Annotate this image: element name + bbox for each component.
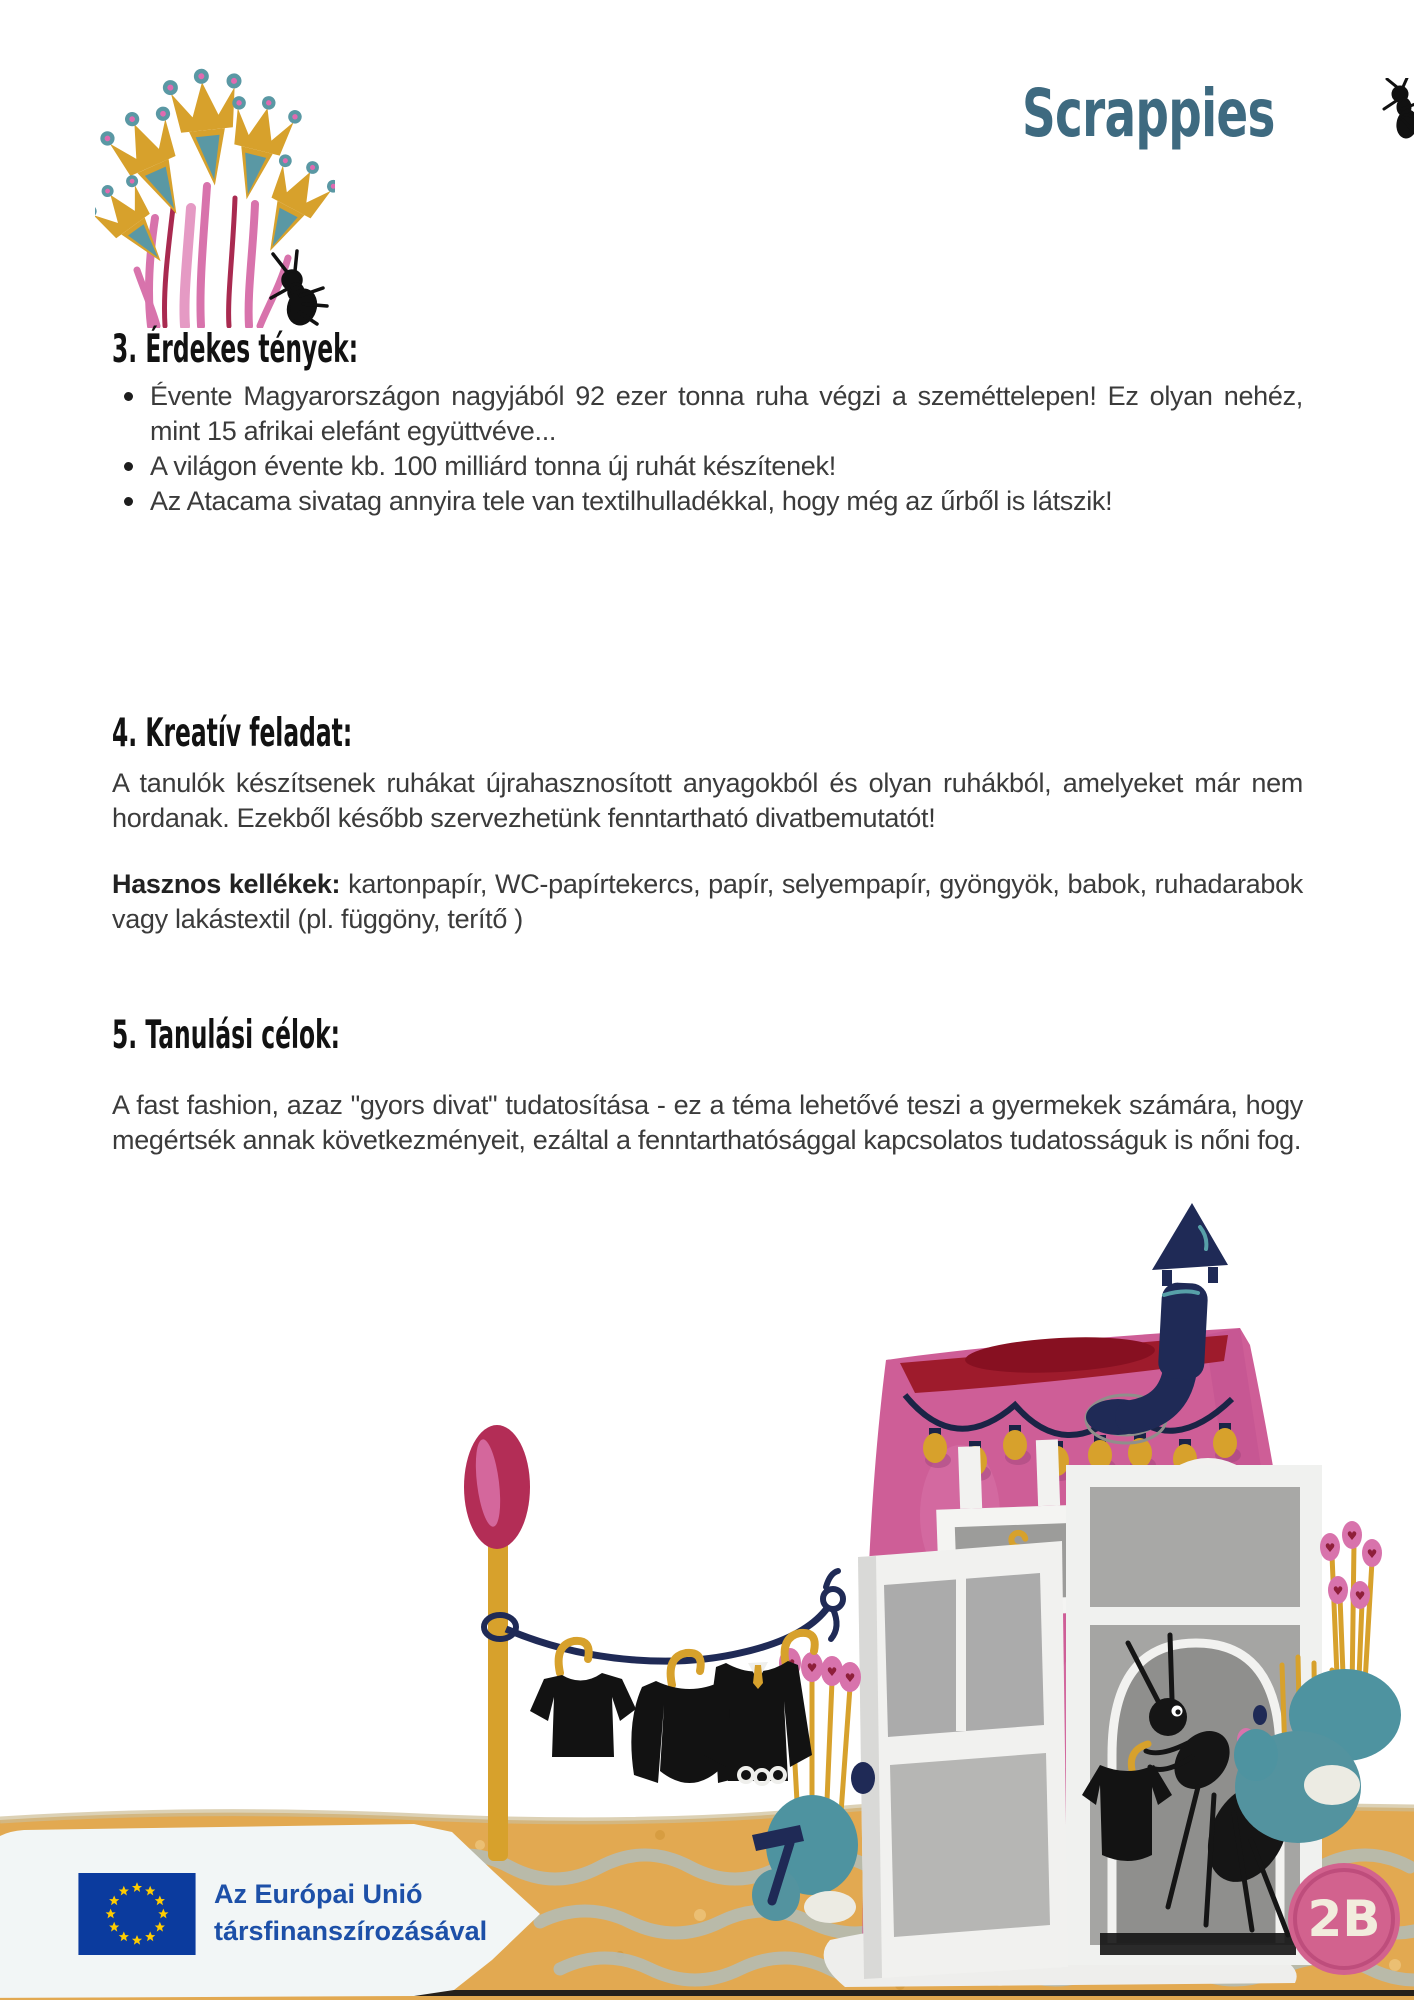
goals-block	[112, 1088, 1303, 1158]
fact-item: A világon évente kb. 100 milliárd tonna új ruhát készítenek!	[150, 449, 1303, 484]
svg-text:♥: ♥	[1346, 1529, 1358, 1543]
section-facts-heading: 3. Érdekes tények:	[112, 327, 359, 372]
logo-text: Scrappies	[1022, 75, 1275, 152]
svg-text:♥: ♥	[1354, 1589, 1366, 1603]
black-tshirt	[530, 1673, 636, 1757]
creative-paragraph: A tanulók készítsenek ruhákat újrahasznosított anyagokból és olyan ruhákból, amelyeket már nem hordanak. Ezekből később szervezhetünk fenntartható divatbemutatót!	[112, 768, 1303, 833]
facts-list-block	[112, 379, 1303, 519]
svg-text:♥: ♥	[1332, 1584, 1344, 1598]
facts-list	[112, 379, 1303, 519]
clothesline	[484, 1571, 843, 1784]
supplies-text: kartonpapír, WC-papírtekercs, papír, selyempapír, gyöngyök, babok, ruhadarabok vagy lakástextil (pl. függöny, terítő )	[112, 869, 1303, 934]
creative-block	[112, 766, 1303, 937]
svg-text:♥: ♥	[826, 1665, 838, 1679]
section-goals-heading: 5. Tanulási célok:	[112, 1013, 341, 1058]
rope-knot-end	[823, 1571, 843, 1639]
supplies-label: Hasznos kellékek:	[112, 869, 341, 899]
eu-flag	[78, 1873, 196, 1955]
logo-ant-icon	[1380, 78, 1414, 144]
open-door	[851, 1541, 1068, 1979]
section-creative-heading: 4. Kreatív feladat:	[112, 711, 353, 756]
svg-text:♥: ♥	[844, 1671, 856, 1685]
goals-paragraph: A fast fashion, azaz "gyors divat" tudatosítása - ez a téma lehetővé teszi a gyermekek számára, hogy megértsék annak következményeit, ezáltal a fenntarthatósággal kapcsolatos tudatosságuk is nőni fog.	[112, 1090, 1303, 1155]
flower-stems	[137, 186, 288, 326]
scrappies-logo	[1022, 75, 1414, 152]
matchstick-pole	[464, 1425, 530, 1861]
eu-funding-text	[214, 1876, 487, 1950]
svg-text:♥: ♥	[1324, 1541, 1336, 1555]
eu-text-line1: Az Európai Unió	[214, 1879, 423, 1909]
svg-text:♥: ♥	[1366, 1547, 1378, 1561]
fact-item: Az Atacama sivatag annyira tele van textilhulladékkal, hogy még az űrből is látszik!	[150, 484, 1303, 519]
svg-text:♥: ♥	[806, 1661, 818, 1675]
crown-flowers	[95, 65, 335, 281]
door-knob	[851, 1762, 875, 1794]
eu-funding-banner	[0, 1822, 564, 2000]
crown-flowers-illustration	[95, 58, 335, 328]
page-badge-label: 2B	[1307, 1890, 1381, 1948]
page-badge	[1288, 1863, 1400, 1975]
eu-text-line2: társfinanszírozásával	[214, 1916, 488, 1946]
fact-item: Évente Magyarországon nagyjából 92 ezer tonna ruha végzi a szeméttelepen! Ez olyan nehéz, mint 15 afrikai elefánt együttvéve...	[150, 379, 1303, 449]
supplies-paragraph	[112, 867, 1303, 937]
